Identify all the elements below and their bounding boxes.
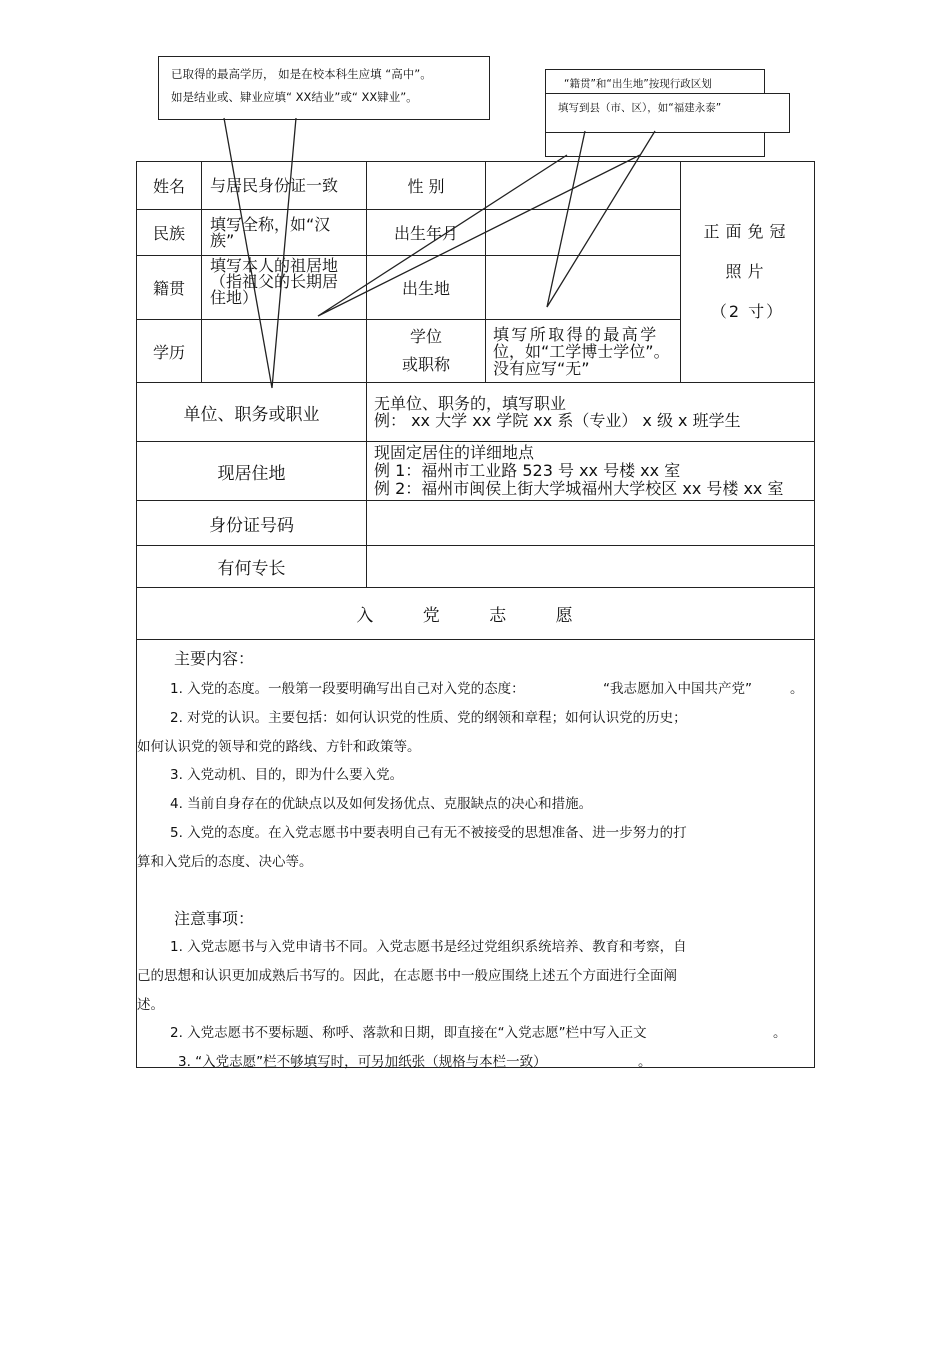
note3-text: 3. “入党志愿”栏不够填写时，可另加纸张（规格与本栏一致） — [178, 1054, 547, 1070]
ethnic-label: 民族 — [137, 210, 202, 256]
skill-field[interactable] — [367, 546, 815, 588]
gender-field[interactable] — [486, 162, 681, 210]
degree-hint-3: 没有应写“无” — [493, 358, 590, 378]
id-number-label: 身份证号码 — [137, 501, 367, 546]
notes-heading: 注意事项： — [174, 909, 255, 928]
item1-end: 。 — [790, 681, 804, 697]
name-field[interactable] — [202, 162, 367, 210]
degree-label-2: 或职称 — [401, 355, 450, 374]
gender-label: 性 别 — [367, 162, 486, 210]
work-field[interactable] — [367, 383, 815, 442]
section-title: 入 党 志 愿 — [137, 588, 815, 640]
address-label: 现居住地 — [137, 442, 367, 501]
ethnic-hint-1: 填写全称，如“汉 — [210, 214, 331, 234]
address-hint-2: 例 1：福州市工业路 523 号 xx 号楼 xx 室 — [374, 461, 681, 480]
item3-text: 3. 入党动机、目的，即为什么要入党。 — [170, 767, 404, 783]
application-form — [136, 161, 815, 1068]
note1-text: 1. 入党志愿书与入党申请书不同。入党志愿书是经过党组织系统培养、教育和考察，自 — [170, 939, 687, 955]
ethnic-hint-2: 族” — [210, 230, 235, 250]
degree-label-1: 学位 — [409, 327, 442, 346]
education-field[interactable] — [202, 320, 367, 383]
native-hint-1: 填写本人的祖居地 — [210, 256, 339, 275]
native-hint-3: 住地） — [210, 288, 259, 307]
item4-text: 4. 当前自身存在的优缺点以及如何发扬优点、克服缺点的决心和措施。 — [170, 796, 593, 812]
item2-cont: 如何认识党的领导和党的路线、方针和政策等。 — [137, 739, 421, 755]
birthdate-label: 出生年月 — [367, 210, 486, 256]
education-callout-line1: 已取得的最高学历， 如是在校本科生应填 “高中”。 — [171, 67, 432, 81]
id-number-field[interactable] — [367, 501, 815, 546]
address-hint-1: 现固定居住的详细地点 — [374, 443, 535, 462]
address-field[interactable] — [367, 442, 815, 501]
item5-cont: 算和入党后的态度、决心等。 — [137, 854, 313, 870]
main-content-heading: 主要内容： — [174, 649, 255, 668]
birthplace-label: 出生地 — [367, 256, 486, 320]
birthdate-field[interactable] — [486, 210, 681, 256]
note2-text: 2. 入党志愿书不要标题、称呼、落款和日期，即直接在“入党志愿”栏中写入正文 — [170, 1025, 647, 1041]
photo-line1: 正面免冠 — [703, 222, 792, 241]
native-place-label: 籍贯 — [137, 256, 202, 320]
photo-area[interactable] — [681, 162, 815, 383]
degree-label — [367, 320, 486, 383]
item1-quote: “我志愿加入中国共产党” — [603, 681, 752, 697]
note2-end: 。 — [773, 1025, 787, 1041]
native-callout-front — [545, 93, 790, 133]
name-hint: 与居民身份证一致 — [210, 175, 339, 195]
degree-field[interactable] — [486, 320, 681, 383]
address-hint-3: 例 2：福州市闽侯上街大学城福州大学校区 xx 号楼 xx 室 — [374, 479, 784, 498]
birthplace-field[interactable] — [486, 256, 681, 320]
item5-text: 5. 入党的态度。在入党志愿书中要表明自己有无不被接受的思想准备、进一步努力的打 — [170, 825, 687, 841]
photo-line3: （2 寸） — [710, 302, 785, 321]
education-callout-line2: 如是结业或、肄业应填“ XX结业”或“ XX肄业”。 — [171, 90, 418, 104]
note1-cont: 己的思想和认识更加成熟后书写的。因此，在志愿书中一般应围绕上述五个方面进行全面阐 — [137, 968, 677, 984]
item2-text: 2. 对党的认识。主要包括：如何认识党的性质、党的纲领和章程；如何认识党的历史； — [170, 710, 687, 726]
ethnic-field[interactable] — [202, 210, 367, 256]
education-label: 学历 — [137, 320, 202, 383]
note3-end: 。 — [638, 1054, 652, 1070]
work-hint-2: 例： xx 大学 xx 学院 xx 系（专业） x 级 x 班学生 — [374, 411, 741, 430]
native-callout-line1: “籍贯”和“出生地”按现行政区划 — [564, 78, 712, 90]
education-callout — [158, 56, 490, 120]
name-label: 姓名 — [137, 162, 202, 210]
native-callout-line2: 填写到县（市、区），如“福建永泰” — [558, 102, 722, 114]
degree-hint-2: 位，如“工学博士学位”。 — [493, 341, 670, 361]
native-hint-2: （指祖父的长期居 — [210, 272, 339, 291]
skill-label: 有何专长 — [137, 546, 367, 588]
item1-text: 1. 入党的态度。一般第一段要明确写出自己对入党的态度： — [170, 681, 525, 697]
degree-hint-1: 填写所取得的最高学 — [493, 324, 659, 344]
work-label: 单位、职务或职业 — [137, 383, 367, 442]
work-hint-1: 无单位、职务的，填写职业 — [374, 394, 567, 413]
photo-line2: 照片 — [725, 262, 770, 281]
native-place-field[interactable] — [202, 256, 367, 320]
note1-end: 述。 — [137, 997, 164, 1013]
